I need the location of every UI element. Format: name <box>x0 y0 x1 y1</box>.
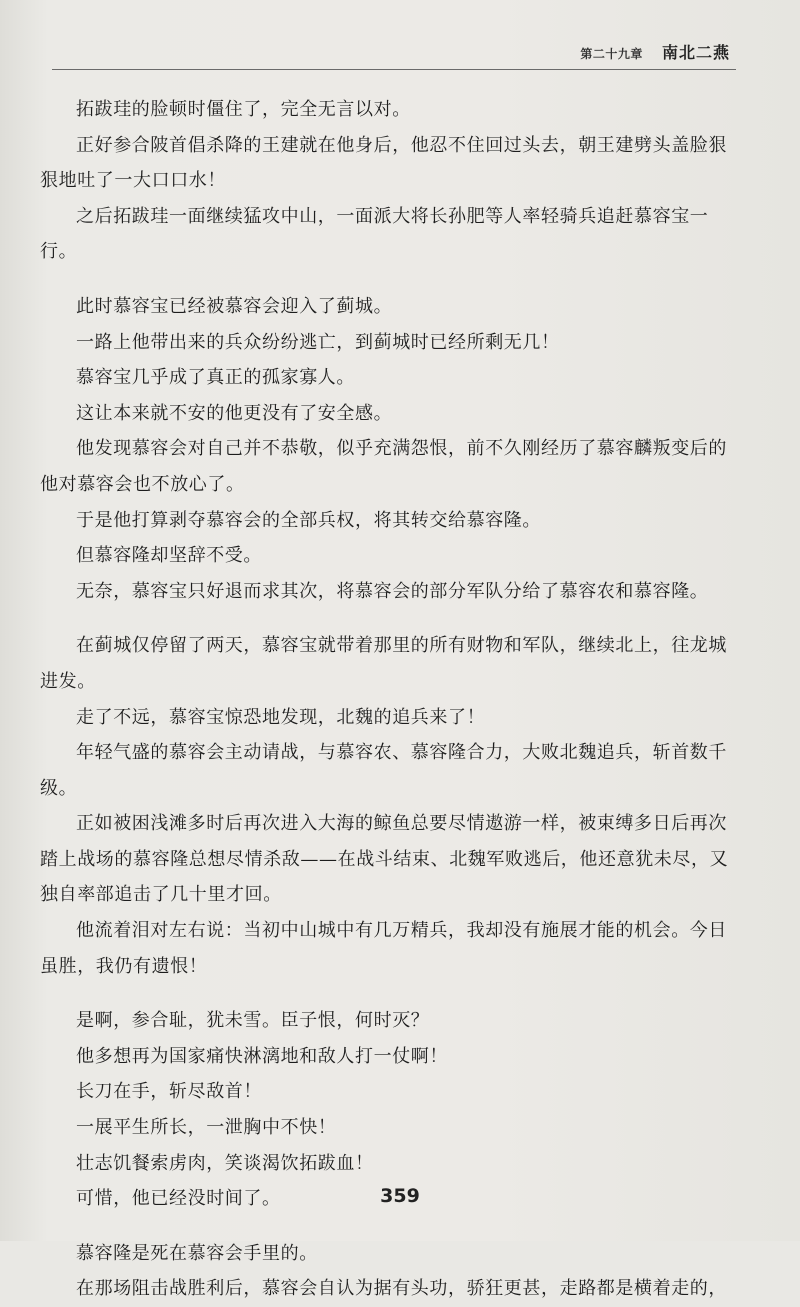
paragraph: 可惜，他已经没时间了。 <box>76 1188 281 1210</box>
paragraph: 一路上他带出来的兵众纷纷逃亡，到蓟城时已经所剩无几！ <box>76 331 560 353</box>
paragraph: 慕容隆是死在慕容会手里的。 <box>76 1242 318 1264</box>
paragraph: 是啊，参合耻，犹未雪。臣子恨，何时灭？ <box>76 1010 430 1032</box>
paragraph: 在那场阻击战胜利后，慕容会自认为据有头功，骄狂更甚，走路都是横着走的， <box>76 1278 727 1300</box>
running-header <box>40 40 730 66</box>
paragraph: 长刀在手，斩尽敌首！ <box>76 1081 262 1103</box>
paragraph: 但慕容隆却坚辞不受。 <box>76 545 262 567</box>
chapter-number: 第二十九章 <box>580 47 643 61</box>
paragraph: 正好参合陂首倡杀降的王建就在他身后，他忍不住回过头去，朝王建劈头盖脸狠狠地吐了一大口口水！ <box>40 134 727 192</box>
page-number: 359 <box>380 1185 420 1207</box>
paragraph: 一展平生所长，一泄胸中不快！ <box>76 1117 337 1139</box>
paragraph: 他流着泪对左右说：当初中山城中有几万精兵，我却没有施展才能的机会。今日虽胜，我仍有遗恨！ <box>40 920 727 977</box>
section-gap <box>40 1217 744 1236</box>
paragraph: 慕容宝几乎成了真正的孤家寡人。 <box>76 367 355 389</box>
section-gap <box>40 984 744 1003</box>
paragraph: 走了不远，慕容宝惊恐地发现，北魏的追兵来了！ <box>76 706 486 728</box>
section-gap <box>40 270 744 289</box>
paragraph: 拓跋珪的脸顿时僵住了，完全无言以对。 <box>76 99 411 120</box>
paragraph: 此时慕容宝已经被慕容会迎入了蓟城。 <box>76 295 393 317</box>
paragraph: 无奈，慕容宝只好退而求其次，将慕容会的部分军队分给了慕容农和慕容隆。 <box>76 580 709 602</box>
paragraph: 于是他打算剥夺慕容会的全部兵权，将其转交给慕容隆。 <box>76 509 541 531</box>
chapter-title: 南北二燕 <box>661 43 730 62</box>
paragraph: 正如被困浅滩多时后再次进入大海的鲸鱼总要尽情遨游一样，被束缚多日后再次踏上战场的慕容隆总想尽情杀敌——在战斗结束、北魏军败逃后，他还意犹未尽，又独自率部追击了几十里才回。 <box>40 813 729 906</box>
paragraph: 年轻气盛的慕容会主动请战，与慕容农、慕容隆合力，大败北魏追兵，斩首数千级。 <box>40 742 727 799</box>
paragraph: 在蓟城仅停留了两天，慕容宝就带着那里的所有财物和军队，继续北上，往龙城进发。 <box>40 635 727 692</box>
paragraph: 这让本来就不安的他更没有了安全感。 <box>76 402 393 424</box>
header-rule <box>52 69 736 70</box>
paragraph: 他发现慕容会对自己并不恭敬，似乎充满怨恨，前不久刚经历了慕容麟叛变后的他对慕容会也不放心了。 <box>40 438 727 495</box>
paragraph: 他多想再为国家痛快淋漓地和敌人打一仗啊！ <box>76 1045 448 1067</box>
page-body <box>40 92 744 1307</box>
paragraph: 之后拓跋珪一面继续猛攻中山，一面派大将长孙肥等人率轻骑兵追赶慕容宝一行。 <box>40 205 709 263</box>
paragraph: 壮志饥餐索虏肉，笑谈渴饮拓跋血！ <box>76 1152 374 1174</box>
section-gap <box>40 609 744 628</box>
